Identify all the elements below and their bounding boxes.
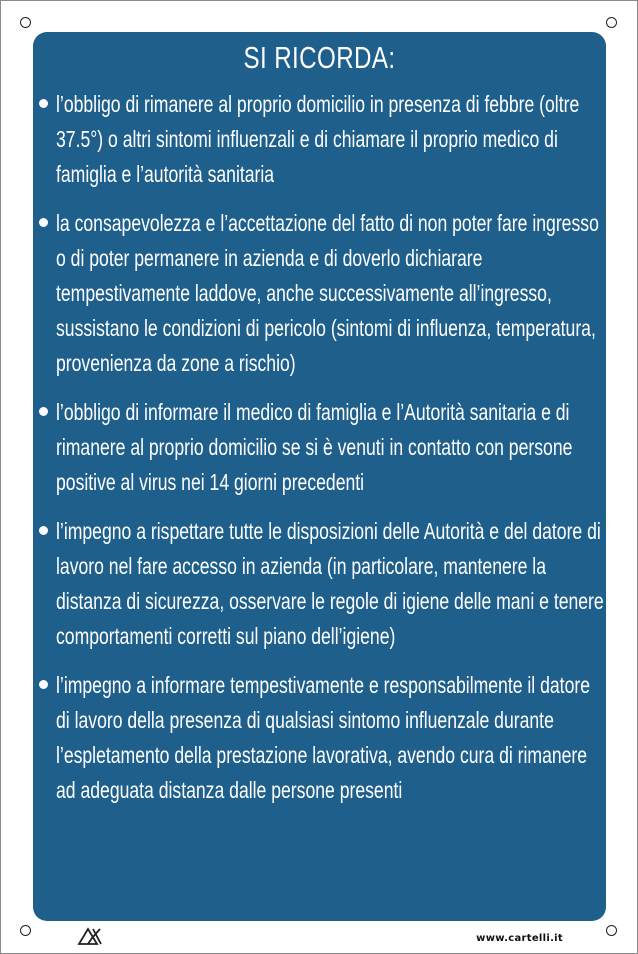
bullet-icon (39, 407, 48, 416)
list-item-text: l’impegno a informare tempestivamente e responsabilmente il datore di lavoro della presenza di qualsiasi sintomo influenzale durante l’espletamento della prestazione lavorativa, avendo cura di rimanere ad adeguata distanza dalle persone presenti (56, 672, 590, 803)
list-item-text: la consapevolezza e l’accettazione del fatto di non poter fare ingresso o di poter permanere in azienda e di doverlo dichiarare tempestivamente laddove, anche successivamente all’ingresso, sussistano le condizioni di pericolo (sintomi di influenza, temperatura, provenienza da zone a rischio) (56, 210, 599, 376)
list-item (37, 514, 602, 654)
list-item-text: l’obbligo di informare il medico di famiglia e l’Autorità sanitaria e di rimanere al proprio domicilio se si è venuti in contatto con persone positive al virus nei 14 giorni precedenti (56, 399, 573, 495)
list-item (37, 668, 602, 808)
brand-logo-icon (77, 927, 103, 945)
reminder-list (37, 87, 602, 822)
mounting-hole-icon (606, 925, 617, 936)
website-label: www.cartelli.it (476, 933, 563, 944)
mounting-hole-icon (20, 925, 31, 936)
bullet-icon (39, 218, 48, 227)
mounting-hole-icon (606, 17, 617, 28)
bullet-icon (39, 99, 48, 108)
sign-panel (33, 32, 606, 921)
list-item (37, 206, 602, 381)
sign-title: SI RICORDA: (243, 40, 396, 75)
list-item (37, 87, 602, 192)
mounting-hole-icon (20, 17, 31, 28)
list-item-text: l’obbligo di rimanere al proprio domicilio in presenza di febbre (oltre 37.5°) o altri sintomi influenzali e di chiamare il proprio medico di famiglia e l’autorità sanitaria (56, 91, 580, 187)
list-item (37, 395, 602, 500)
bullet-icon (39, 526, 48, 535)
bullet-icon (39, 680, 48, 689)
list-item-text: l’impegno a rispettare tutte le disposizioni delle Autorità e del datore di lavoro nel fare accesso in azienda (in particolare, mantenere la distanza di sicurezza, osservare le regole di igiene delle mani e tenere comportamenti corretti sul piano dell’igiene) (56, 518, 604, 649)
